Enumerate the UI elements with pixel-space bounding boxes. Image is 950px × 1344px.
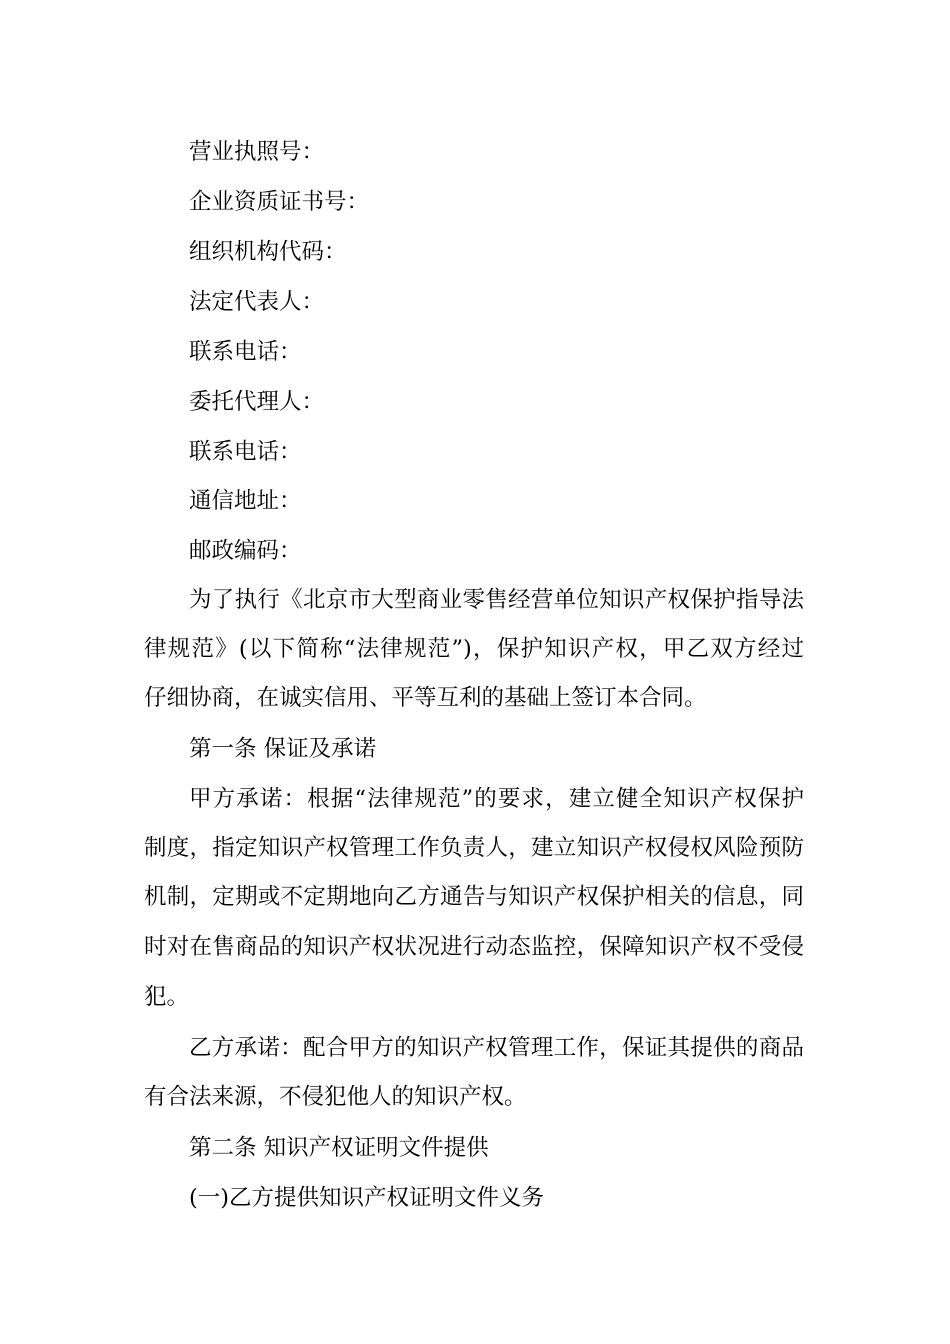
- article-1-heading: 第一条 保证及承诺: [189, 736, 377, 762]
- field-business-license: 营业执照号：: [189, 139, 325, 165]
- intro-line-3: 仔细协商，在诚实信用、平等互利的基础上签订本合同。: [144, 685, 707, 711]
- field-authorized-agent: 委托代理人：: [189, 389, 325, 415]
- field-postal-code: 邮政编码：: [189, 538, 302, 564]
- party-a-line-1: 甲方承诺：根据“法律规范”的要求，建立健全知识产权保护: [189, 786, 804, 812]
- field-contact-phone: 联系电话：: [189, 339, 302, 365]
- article-2-heading: 第二条 知识产权证明文件提供: [189, 1135, 489, 1161]
- field-organization-code: 组织机构代码：: [189, 239, 347, 265]
- intro-line-2: 律规范》(以下简称“法律规范”)，保护知识产权，甲乙双方经过: [144, 636, 804, 662]
- field-mailing-address: 通信地址：: [189, 488, 302, 514]
- party-a-line-4: 时对在售商品的知识产权状况进行动态监控，保障知识产权不受侵: [144, 934, 804, 960]
- party-a-line-2: 制度，指定知识产权管理工作负责人，建立知识产权侵权风险预防: [144, 835, 804, 861]
- intro-line-1: 为了执行《北京市大型商业零售经营单位知识产权保护指导法: [189, 587, 804, 613]
- party-a-line-3: 机制，定期或不定期地向乙方通告与知识产权保护相关的信息，同: [144, 884, 804, 910]
- party-a-line-5: 犯。: [144, 984, 190, 1010]
- field-legal-representative: 法定代表人：: [189, 289, 325, 315]
- party-b-line-1: 乙方承诺：配合甲方的知识产权管理工作，保证其提供的商品: [189, 1035, 804, 1061]
- field-qualification-certificate: 企业资质证书号：: [189, 189, 370, 215]
- party-b-line-2: 有合法来源，不侵犯他人的知识产权。: [144, 1084, 527, 1110]
- field-contact-phone-2: 联系电话：: [189, 439, 302, 465]
- article-2-subsection-1: (一)乙方提供知识产权证明文件义务: [189, 1185, 545, 1211]
